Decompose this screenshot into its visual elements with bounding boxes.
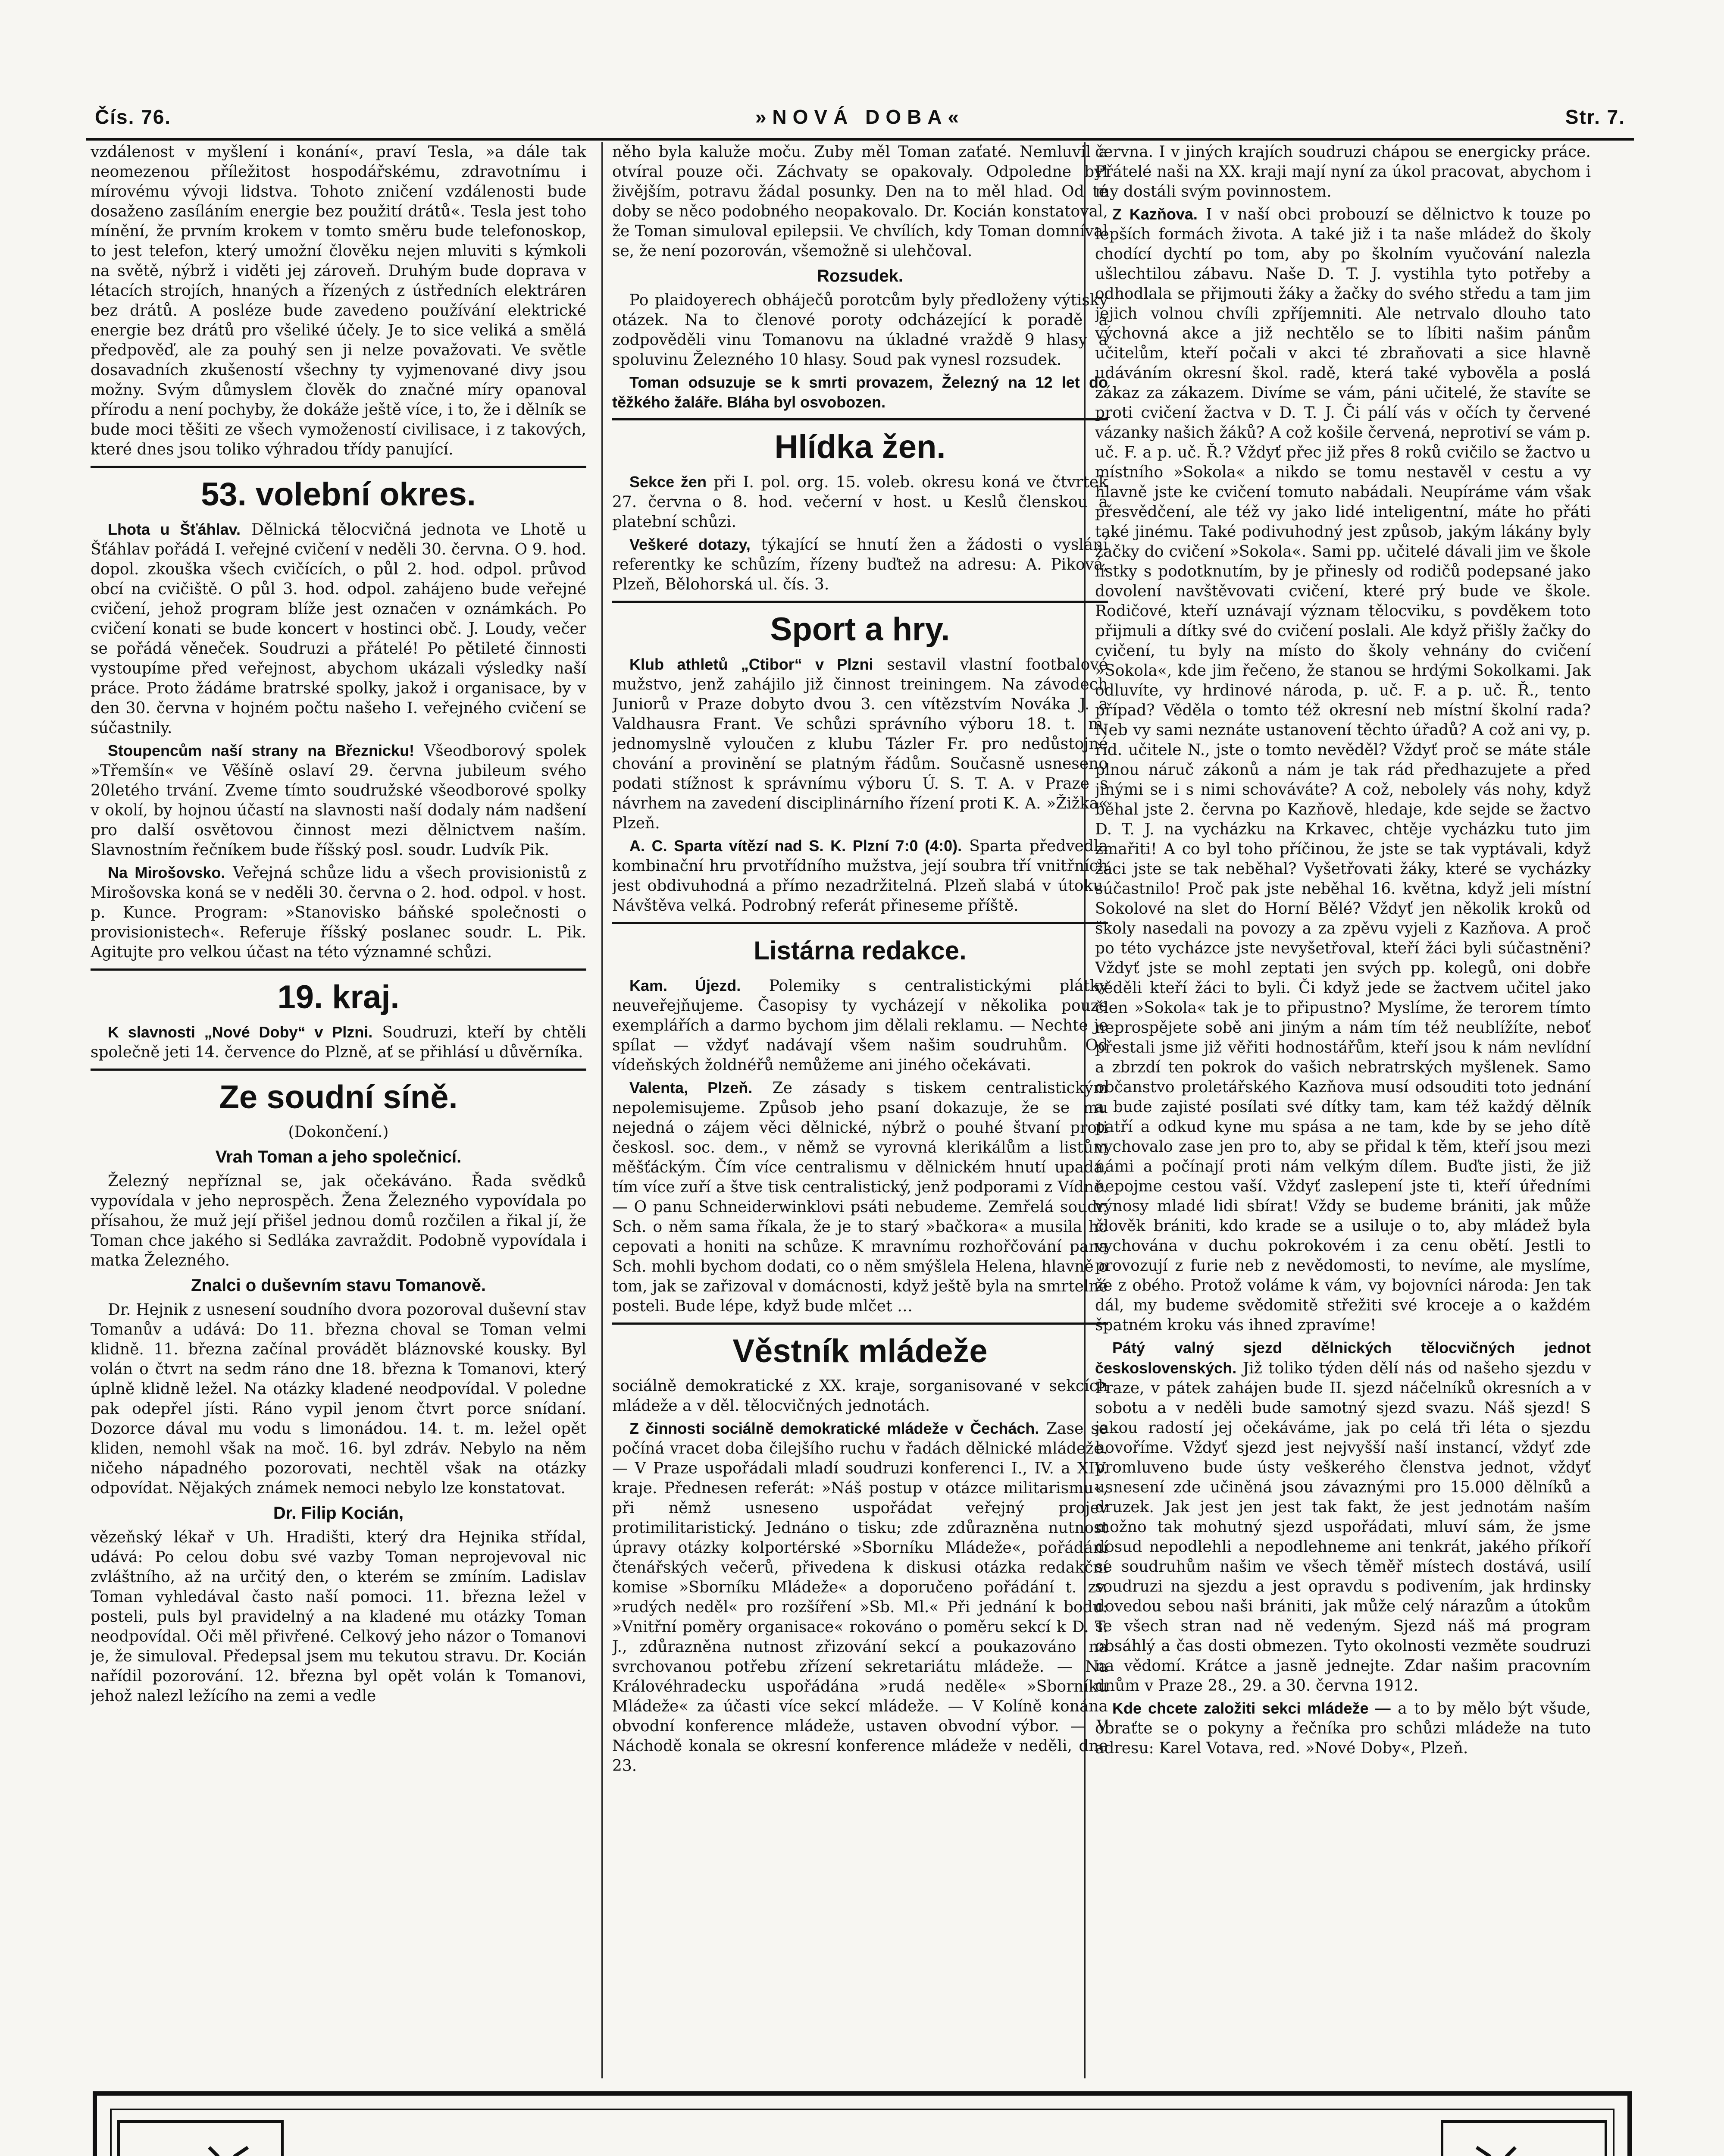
section-divider [91, 466, 586, 468]
sjezd-article [1095, 1338, 1591, 1696]
court-continued-text: něho byla kaluže moču. Zuby měl Toman zaťaté. Nemluvil a otvíral pouze oči. Záchvaty se opakovaly. Odpoledne byl živějším, potravu žádal posunky. Den na to měl hlad. Od té doby se něco podobného neopakovalo. Dr. Kocián konstatoval, že Toman simuloval epilepsii. Ve chvílích, kdy Toman domníval se, že není pozorován, všemožně si ulehčoval. [612, 143, 1108, 260]
issue-number: Čís. 76. [95, 106, 172, 128]
deer-logo-icon [1433, 2113, 1614, 2156]
listarna-item-2 [612, 1078, 1108, 1316]
section-title-listarna: Listárna redakce. [754, 936, 967, 965]
section-title-sport: Sport a hry. [770, 611, 950, 648]
kaznov-text: I v naší obci probouzí se dělnictvo k touze po lepších formách života. A také již i ta naše mládež do školy chodící dychtí po tom, aby po školním vyučování nalezla ušlechtilou zábavu. Naše D. T. J. vystihla tyto potřeby a odhodlala se přijmouti žáky a žačky do svého středu a tam jim jejich volnou chvíli zpříjemniti. Ale netrvalo dlouho tato výchovná akce a již nechtělo se to líbiti našim pánům učitelům, kteří počali v akci té zbraňovati a sice hlavně udáváním okresní škol. radě, která také vybověla a poslá zákaz za zákazem. Divíme se vám, páni učitelé, že stavíte se proti cvičení žactva v D. T. J. Či pálí vás v očích ty červené vázanky našich žáků? A což košile červená, neprotiví se vám p. uč. F. a p. uč. Ř.? Vždyť přec již přes 8 roků cvičilo se žactvo u místního »Sokola« a nikdo se tomu nestavěl v cestu a vy hlavně jste ke cvičení tomuto nabádali. Neupíráme vám však přesvědčení, ale též vy jako lidé inteligentní, máte ho přáti také jinému. Také podivuhodný jest způsob, jakým lákány byly žačky do cvičení »Sokola«. Sami pp. učitelé dávali jim ve škole lístky s podotknutím, by je přinesly od rodičů podepsané jako dovolení navštěvovati cvičení, které prý bude ve škole. Rodičové, kteří uznávají význam tělocviku, s povděkem toto přijmuli a dítky své do cvičení poslali. Ale když přišly žačky do cvičení, tu byly na místo do školy vehnány do cvičení »Sokola«, kde jim řečeno, že stanou se hrdými Sokolkami. Jak odluvíte, vy hrdinové národa, p. uč. F. a p. uč. Ř., tento případ? Věděla o tomto též okresní neb místní školní rada? Neb vy sami neznáte ustanovení těchto úřadů? A což ani vy, p. říd. učitele N., jste o tomto nevěděl? Vždyť proč se máte stále plnou náruč zákonů a nám je tak rád předhazujete a před jinými se i s nimi schováváte? A což, nebolely vás nohy, když běhal jste 2. června po Kazňově, hledaje, kde sejde se žactvo D. T. J. na vycházku na Krkavec, chtěje vycházku tuto jim zmařiti! A co byl toho příčinou, že jste se tak vyptávali, když žáci jste se tak neběhal? Vyšetřovati žáky, které se vycházky súčastnilo! Proč pak jste neběhal 16. května, když jeli místní Sokolové na slet do Horní Bělé? Vždyť jen několik kroků od školy nasedali na povozy a za zpěvu vyjeli z Kazňova. A proč po této vycházce jste nevyšetřoval, kteří žáci byli súčastněni? Vždyť jste se mohl zeptati jen svých pp. kolegů, oni dobře věděli kteří žáci to byli. Či když jede se žactvem učitel jako člen »Sokola« tak je to připustno? Myslíme, že terorem tímto neprospějete sobě ani jiným a nám tím též neublížíte, neboť přestali jsme již věřiti hodnostářům, kteří jsou k nám nevlídní a zbrzdí ten pokrok do vašich nebratrských myšlenek. Samo občanstvo proletářského Kazňova musí odsouditi toto jednání a bude zajisté posílati své dítky tam, kam též každý dělník patří a odkud kyne mu spása a ne tam, kde by se jeho dítě vychovalo zase jen pro to, aby se přidal k těm, kteří jsou mezi námi a počínají proti nám velkým dílem. Buďte jisti, že již nepojme cestou vaší. Vždyť zaslepení jste ti, kteří úředními výnosy mladé lidi sbírat! Vždy se budeme brániti, jak může člověk brániti, kdo krade se a usiluje o to, aby mládež byla vychována v duchu pokrokovém i za cenu obětí. Jestli to provozují z furie neb z nevědomosti, to nevíme, ale myslíme, že z obého. Protož voláme k vám, vy bojovníci národa: Jen tak dál, my budeme svědomitě střežiti své kroceje a o každém špatném kroku vás ihned zpravíme! [1095, 206, 1591, 1334]
youth-continued-text: června. I v jiných krajích soudruzi chápou se energicky práce. Přátelé naši na XX. kraji mají nyní za úkol pracovat, abychom i my dostáli svým povinnostem. [1095, 143, 1591, 201]
masthead-title: »NOVÁ DOBA« [755, 106, 965, 128]
kraj19-lead: K slavnosti „Nové Doby“ v Plzni. [108, 1023, 373, 1041]
sekce-text: a to by mělo být všude, obraťte se o pokyny a řečníka pro schůzi mládeže na tuto adresu: Karel Votava, red. »Nové Doby«, Plzeň. [1095, 1700, 1591, 1757]
column-1 [91, 142, 586, 2091]
court-subheading: Vrah Toman a jeho společnicí. [215, 1147, 462, 1166]
listarna-lead-1: Kam. Újezd. [629, 977, 741, 994]
column-3 [1095, 142, 1591, 2091]
kaznov-article [1095, 204, 1591, 1335]
mirosovsko-lead: Na Mirošovsko. [108, 864, 225, 881]
lhota-text: Dělnická tělocvičná jednota ve Lhotě u Šťáhlav pořádá I. veřejné cvičení v neděli 30. června. O 9. hod. dopol. zkouška všech cvičících, o půl 2. hod. odpol. průvod obcí na cvičiště. O půl 3. hod. odpol. zahájeno bude veřejné cvičení, jehož program blíže jest označen v oznámkách. Po cvičení konati se bude koncert v hostinci obč. J. Loudy, večer se pořádá věneček. Soudruzi a přátelé! Po pětileté činnosti vystoupíme před veřejnost, abychom ukázali výsledky naší práce. Proto žádáme bratrské spolky, jakož i organisace, by v den 30. června v hojném počtu našeho I. veřejného cvičení se súčastnily. [91, 521, 586, 737]
sjezd-text: Již toliko týden dělí nás od našeho sjezdu v Praze, v pátek zahájen bude II. sjezd náčelníků okresních a v sobotu a v neděli bude samotný sjezd svazu. Náš sjezd! S jakou radostí jej očekáváme, jak po celá tři léta o sjezdu hovoříme. Vždyť sjezd jest nejvyšší naší instancí, vždyť zde promluveno bude ústy veškerého členstva jednot, vždyť usnesení zde učiněná jsou závaznými pro 15.000 dělníků a druzek. Jak jest jen jest tak fakt, že jest jednotám naším možno tak mohutný sjezd uspořádati, mluví sám, že jsme dosud nepodlehli a nepodlehneme ani tenkrát, jakého příkoří se soudruhům našim ve všech těměř místech dostává, usilí soudruzi na sjezdu a jest opravdu s podivením, jak hrdinsky dovedou sebou naši brániti, jak může celý nárazům a útokům se všech stran nad ně vedeným. Sjezd náš má program obsáhlý a čas dosti obmezen. Tyto okolnosti vezměte soudruzi na vědomí. Krátce a jasně jednejte. Zdar našim pracovním dnům v Praze 28., 29. a 30. června 1912. [1095, 1360, 1591, 1695]
listarna-text-2: Ze zásady s tiskem centralistickým nepolemisujeme. Způsob jeho psaní dokazuje, že se mu nejedná o zájem věci dělnické, nýbrž o pouhé štvaní proti českosl. soc. dem., v němž se vyrovná klerikálům a listům měšťáckým. Čím více centralismu v dělnickém hnutí upadá, tím více zuří a štve tisk centralistický, jenž podporami z Vídně. — O panu Schneiderwinklovi psáti nebudeme. Zemřelá soudr. Sch. o něm sama říkala, že je to starý »bačkora« a musila ho cepovati a honiti na schůze. K mravnímu rozhořčování pana Sch. mohli bychom dodati, co o něm smýšlela Helena, hlavně o tom, jak se zařizoval v domácnosti, když ještě byla na smrtelné posteli. Bude lépe, když bude mlčet … [612, 1079, 1108, 1315]
youth-intro: sociálně demokratické z XX. kraje, sorganisované v sekcích mládeže a v děl. tělocvičných jednotách. [612, 1377, 1108, 1415]
listarna-item-1 [612, 976, 1108, 1075]
section-divider [91, 968, 586, 971]
women-item-1 [612, 472, 1108, 532]
soap-advertisement [93, 2091, 1632, 2156]
sport-text-2: Sparta předvedla kombinační hru prvotřídního mužstva, její soubra tří vnitřních jest obdivuhodná a přímo nezadržitelná. Plzeň slabá v útoku. Návštěva velká. Podrobný referát přineseme příště. [612, 837, 1108, 915]
youth-lead-1: Z činnosti sociálně demokratické mládeže v Čechách. [629, 1420, 1039, 1437]
sport-item-2 [612, 836, 1108, 916]
section-title-19-kraj: 19. kraj. [277, 979, 400, 1015]
verdict-title: Rozsudek. [817, 266, 904, 285]
sjezd-lead: Pátý valný sjezd dělnických tělocvičných jednot československých. [1095, 1339, 1591, 1377]
section-divider [612, 418, 1108, 420]
court-paragraph-3: vězeňský lékař v Uh. Hradišti, který dra Hejnika střídal, udává: Po celou dobu své vazby Toman neprojevoval nic zvláštního, až na určitý den, o kterém se zmíním. Ladislav Toman vyhledával často naší pomoci. 11. března ležel v posteli, puls byl pravidelný a na kladené mu otázky Toman neodpovídal. Oči měl přivřené. Celkový jeho názor o Tomanovi je, že simuloval. Předepsal jsem mu tekutou stravu. Dr. Kocián nařídil pozorování. 12. března byl opět volán k Tomanovi, jehož nalezl ležícího na zemi a vedle [91, 1529, 586, 1705]
court-subheading-3: Dr. Filip Kocián, [273, 1504, 404, 1523]
section-divider [612, 922, 1108, 924]
kaznov-lead: Z Kazňova. [1112, 205, 1198, 223]
ad-inner-frame [110, 2109, 1614, 2156]
section-title-youth: Věstník mládeže [732, 1333, 988, 1369]
kraj19-text: Soudruzi, kteří by chtěli společně jeti 14. července do Plzně, ať se přihlásí u důvěrníka. [91, 1024, 586, 1061]
court-paragraph-1: Železný nepříznal se, jak očekáváno. Řada svědků vypovídala v jeho neprospěch. Žena Železného vypovídala po přísahou, že muž její přišel jednou domů rozčilen a řikal jí, že Toman chce jakého si Sedláka zavraždit. Podobně vypovídala i matka Železného. [91, 1172, 586, 1269]
breznicko-article [91, 741, 586, 860]
court-paragraph-2: Dr. Hejnik z usnesení soudního dvora pozoroval duševní stav Tomanův a udává: Do 11. března choval se Toman velmi klidně. 11. března začínal provádět bláznovské kousky. Byl volán o čtvrt na sedm ráno dne 18. března k Tomanovi, který úplně klidně ležel. Na otázky kladené neodpovídal. V poledne pak odepřel jísti. Ráno vypil jenom čtvrt porce snídaní. Dozorce dával mu vodu s limonádou. 14. t. m. ležel opět kliden, nemohl však na moč. 16. byl zdráv. Nebylo na něm ničeho nápadného pozorovati, nechtěl však na otázky odpovídat. Nějakých známek nemoci nebylo lze konstatovat. [91, 1301, 586, 1497]
court-continued: (Dokončení.) [288, 1123, 389, 1141]
page-number: Str. 7. [1565, 106, 1625, 128]
sport-lead-1: Klub athletů „Ctibor“ v Plzni [629, 655, 873, 673]
verdict-paragraph: Po plaidoyerech obháječů porotcům byly předloženy výtisky otázek. Na to členové poroty odcházející k poradě a zodpověděli vinu Tomanovu na úkladné vraždě 9 hlasy a spoluvinu Železného 10 hlasy. Soud pak vynesl rozsudek. [612, 291, 1108, 369]
youth-text-1: Zase se počíná vracet doba čilejšího ruchu v řadách dělnické mládeže. — V Praze uspořádali mladí soudruzi konferenci I., IV. a XIV. kraje. Přednesen referát: »Náš postup v otázce militarismu«, při němž usneseno uspořádat veřejný projev protimilitaristický. Jednáno o tisku; zde zdůrazněna nutnost úpravy otázky kolportérské »Sborníku Mládeže«, pořádání čtenářských večerů, přivedena k diskusi otázka redakční komise »Sborníku Mládeže« a doporučeno pořádání t. zv. »rudých neděl« pro rozšíření »Sb. Ml.« Při jednání k bodu: »Vnitřní poměry organisace« rokováno o poměru sekcí k D. T. J., zdůrazněna nutnost zřizování sekcí a poukazováno na svrchovanou potřebu zřízení sekretariátu mládeže. — Na Královéhradecku uspořádána »rudá neděle« »Sborníku Mládeže« za účasti více sekcí mládeže. — V Kolíně konána obvodní konference mládeže, ustaven obvodní výbor. — V Náchodě konala se okresní konference mládeže v neděli, dne 23. [612, 1420, 1108, 1775]
deer-logo-icon [110, 2113, 291, 2156]
breznicko-lead: Stoupencům naší strany na Březnicku! [108, 742, 415, 759]
women-text-2: týkající se hnutí žen a žádosti o vyslání referentky ke schůzím, řízeny buďtež na adresu: A. Piková, Plzeň, Bělohorská ul. čís. 3. [612, 536, 1108, 593]
mirosovsko-text: Veřejná schůze lidu a všech provisionistů z Mirošovska koná se v neděli 30. června o 2. hod. odpol. v host. p. Kunce. Program: »Stanovisko báňské společnosti o provisionistech«. Referuje říšský poslanec soudr. L. Pik. Agitujte pro velkou účast na této významné schůzi. [91, 864, 586, 961]
sekce-article [1095, 1698, 1591, 1758]
court-subheading-2: Znalci o duševním stavu Tomanově. [191, 1276, 486, 1295]
section-title-court: Ze soudní síně. [219, 1079, 458, 1116]
breznicko-text: Všeodborový spolek »Třemšín« ve Věšíně oslaví 29. června jubileum svého 20letého trvání. Zveme tímto soudružské všeodborové spolky v okolí, by hojnou účastí na slavnosti naší dodaly nám nadšení pro další osvětovou činnost mezi dělnictvem naším. Slavnostním řečníkem bude říšský posl. soudr. Ludvík Pik. [91, 742, 586, 859]
page-header [86, 99, 1634, 141]
section-divider [91, 1069, 586, 1071]
lhota-article [91, 520, 586, 738]
lhota-lead: Lhota u Šťáhlav. [108, 520, 241, 538]
women-lead-2: Veškeré dotazy, [629, 536, 751, 553]
column-2 [612, 142, 1108, 2091]
tesla-article-text: vzdálenost v myšlení i konání«, praví Tesla, »a dále tak neomezenou příležitost hospodářskému, zdravotnímu i mírovému vývoji lidstva. Tohoto zničení vzdálenosti bude dosaženo zasíláním energie bez použití drátů«. Tesla jest toho mínění, že prvním krokem v tomto směru bude telefonoskop, to jest telefon, který umožní člověku nejen mluviti s kýmkoli na světě, nýbrž i viděti jej zároveň. Druhým bude doprava v létacích strojích, hnaných a řízených z ústředních elektráren bez drátů. A posléze bude zavedeno používání elektrické energie bez drátů pro všeliké účely. Je to sice veliká a smělá předpověď, ale za pouhý sen ji nelze považovati. Ve světle dosavadních zkušeností všechny ty vyjmenované divy jsou možny. Svým důmyslem člověk do značné míry opanoval přírodu a není pochyby, že dokáže ještě více, i to, že i dělník se bude moci těšiti ze všech vymožeností civilisace, i z takových, které dnes jsou toliko výhradou třídy panující. [91, 143, 586, 458]
column-divider [601, 142, 603, 2078]
section-divider [612, 601, 1108, 603]
youth-item-1 [612, 1419, 1108, 1776]
women-lead-1: Sekce žen [629, 473, 707, 491]
kraj19-article [91, 1022, 586, 1062]
listarna-lead-2: Valenta, Plzeň. [629, 1079, 753, 1097]
sekce-lead: Kde chcete založiti sekci mládeže — [1112, 1699, 1391, 1717]
sport-item-1 [612, 655, 1108, 834]
listarna-text-1: Polemiky s centralistickými plátky neuveřejňujeme. Časopisy ty vycházejí v několika pouze exemplářích a darmo bychom jim dělali reklamu. — Nechte je spílat — vždyť nadávají všem našim soudruhům. Od vídeňských žoldnéřů nemůžeme ani jiného očekávati. [612, 977, 1108, 1074]
sport-text-1: sestavil vlastní footbalové mužstvo, jenž zahájilo již činnost treiningem. Na závodech Juniorů v Praze dobyto dvou 3. cen vítězstvím Nováka J. a Valdhausra Frant. Ve schůzi správního výboru 18. t. m. jednomyslně vyloučen z klubu Tázler Fr. pro nedůstojné chování a provinění se platným řádům. Současně usneseno podati stížnost k správnímu výboru Ú. S. T. A. v Praze s návrhem na zavedení disciplinárního řízení proti K. A. »Žižka« Plzeň. [612, 656, 1108, 832]
women-text-1: při I. pol. org. 15. voleb. okresu koná ve čtvrtek 27. června o 8. hod. večerní v host. u Keslů členskou a platební schůzi. [612, 473, 1108, 531]
verdict-bold: Toman odsuzuje se k smrti provazem, Železný na 12 let do těžkého žaláře. Bláha byl osvobozen. [612, 373, 1108, 411]
section-title-53: 53. volební okres. [201, 476, 476, 513]
women-item-2 [612, 535, 1108, 595]
sport-lead-2: A. C. Sparta vítězí nad S. K. Plzní 7:0 (4:0). [629, 837, 962, 855]
section-title-women: Hlídka žen. [774, 429, 946, 465]
section-divider [612, 1322, 1108, 1325]
mirosovsko-article [91, 863, 586, 962]
